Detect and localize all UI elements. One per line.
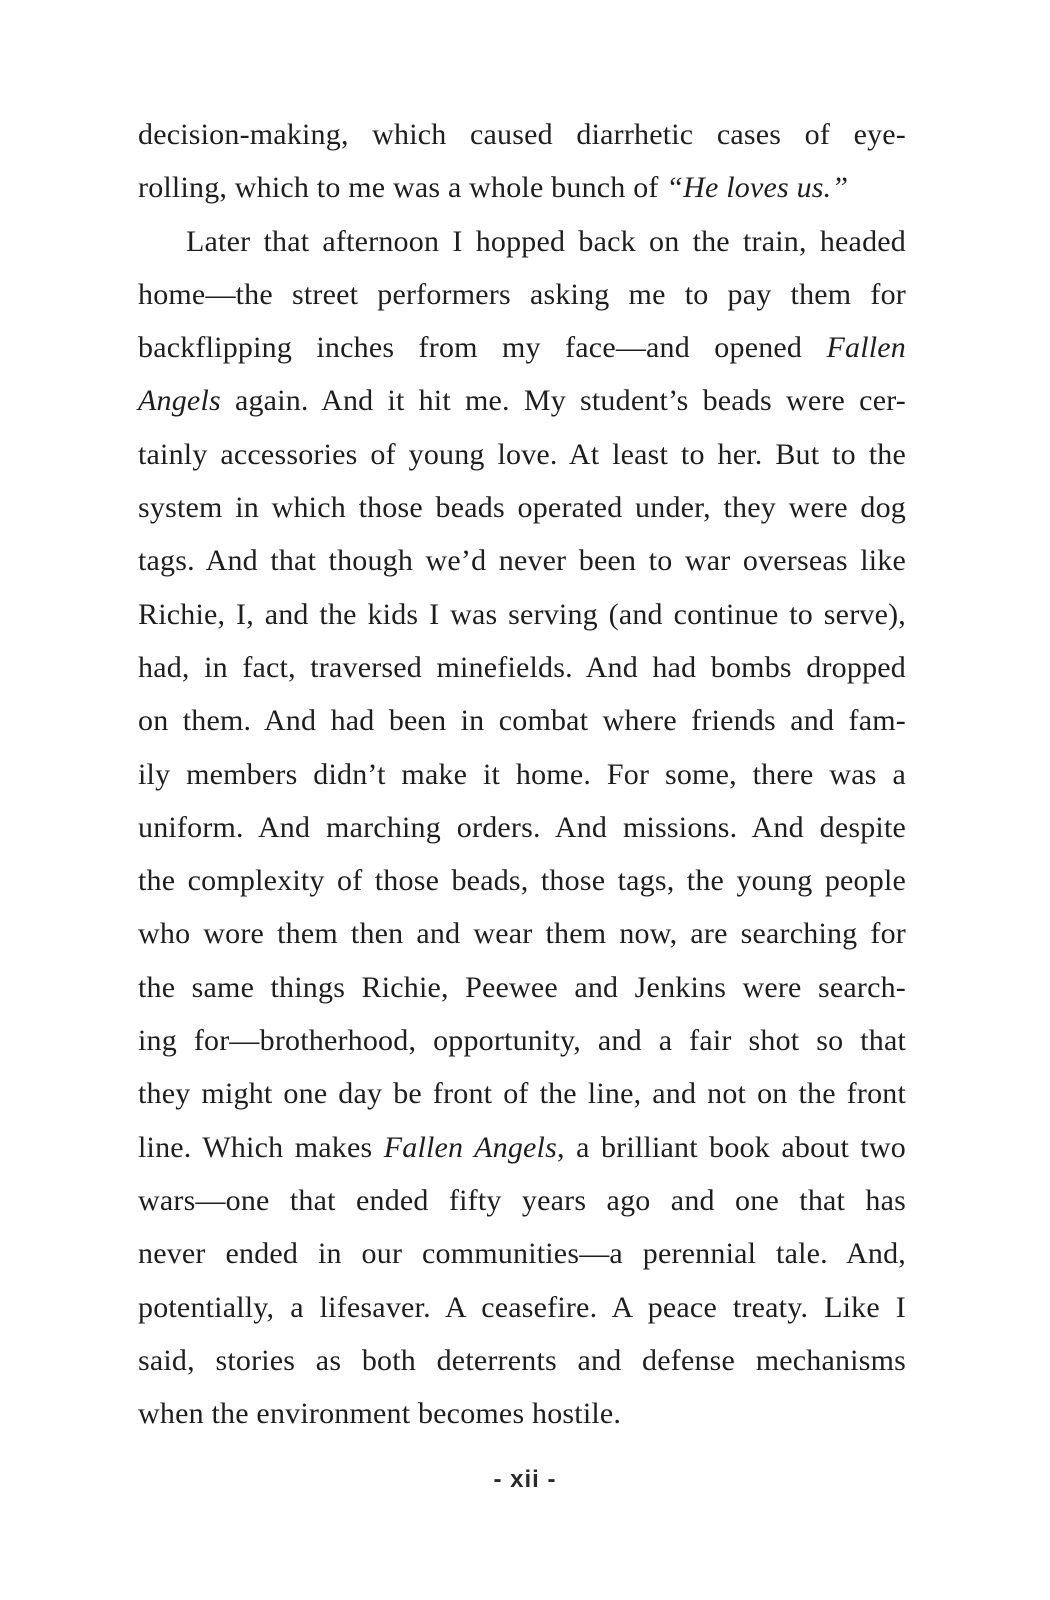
text-run: decision-making, which caused diarrhetic cases of eye- (138, 118, 906, 151)
text-run: who wore them then and wear them now, are searching for (138, 917, 906, 951)
text-line (138, 748, 906, 801)
text-line (138, 161, 906, 214)
text-line (138, 534, 906, 587)
text-line (138, 641, 906, 694)
text-run: home—the street performers asking me to pay them for (138, 277, 906, 311)
italic-text: “He loves us.” (666, 171, 849, 205)
text-line (138, 1334, 906, 1387)
text-line (138, 907, 906, 960)
text-line (138, 108, 906, 161)
text-run: on them. And had been in combat where friends and fam- (138, 704, 906, 738)
text-line (138, 268, 906, 321)
text-run: ing for—brotherhood, opportunity, and a fair shot so that (138, 1024, 906, 1058)
text-run: Richie, I, and the kids I was serving (and continue to serve), (138, 597, 906, 631)
text-run: the complexity of those beads, those tags, the young people (138, 864, 906, 898)
text-run: wars—one that ended fifty years ago and one that has (138, 1183, 906, 1217)
text-run: ily members didn’t make it home. For some, there was a (138, 757, 906, 791)
text-line (138, 215, 906, 268)
text-line (138, 1121, 906, 1174)
italic-text: Fallen (826, 331, 906, 365)
text-line (138, 428, 906, 481)
text-line (138, 1387, 906, 1440)
text-line (138, 854, 906, 907)
text-line (138, 321, 906, 374)
text-line (138, 1281, 906, 1334)
text-run: backflipping inches from my face—and opened (138, 331, 827, 365)
text-run: line. Which makes (138, 1130, 384, 1164)
text-line (138, 588, 906, 641)
text-run: they might one day be front of the line, and not on the front (138, 1077, 906, 1111)
page-number: - xii - (493, 1466, 557, 1493)
text-line (138, 1227, 906, 1280)
text-run: uniform. And marching orders. And missions. And despite (138, 810, 906, 844)
text-run: had, in fact, traversed minefields. And had bombs dropped (138, 650, 906, 684)
text-line (138, 374, 906, 427)
text-line (138, 961, 906, 1014)
text-run: said, stories as both deterrents and defense mechanisms (138, 1343, 906, 1377)
text-run: when the environment becomes hostile. (138, 1397, 622, 1431)
italic-text: Fallen Angels (383, 1130, 557, 1164)
text-run: , a brilliant book about two (556, 1130, 906, 1164)
text-line (138, 1174, 906, 1227)
italic-text: Angels (138, 384, 221, 418)
text-run: potentially, a lifesaver. A ceasefire. A peace treaty. Like I (138, 1290, 906, 1324)
text-run: never ended in our communities—a perennial tale. And, (138, 1237, 906, 1271)
text-run: tags. And that though we’d never been to war overseas like (138, 544, 906, 578)
text-line (138, 481, 906, 534)
text-line (138, 694, 906, 747)
text-line (138, 801, 906, 854)
body-text (138, 108, 906, 1440)
text-run: tainly accessories of young love. At least to her. But to the (138, 437, 906, 471)
text-run: system in which those beads operated under, they were dog (138, 491, 906, 525)
text-run: the same things Richie, Peewee and Jenkins were search- (138, 970, 906, 1004)
text-run: Later that afternoon I hopped back on the train, headed (186, 224, 906, 258)
text-line (138, 1014, 906, 1067)
text-line (138, 1067, 906, 1120)
text-run: again. And it hit me. My student’s beads were cer- (220, 384, 906, 418)
text-run: rolling, which to me was a whole bunch of (138, 171, 667, 205)
